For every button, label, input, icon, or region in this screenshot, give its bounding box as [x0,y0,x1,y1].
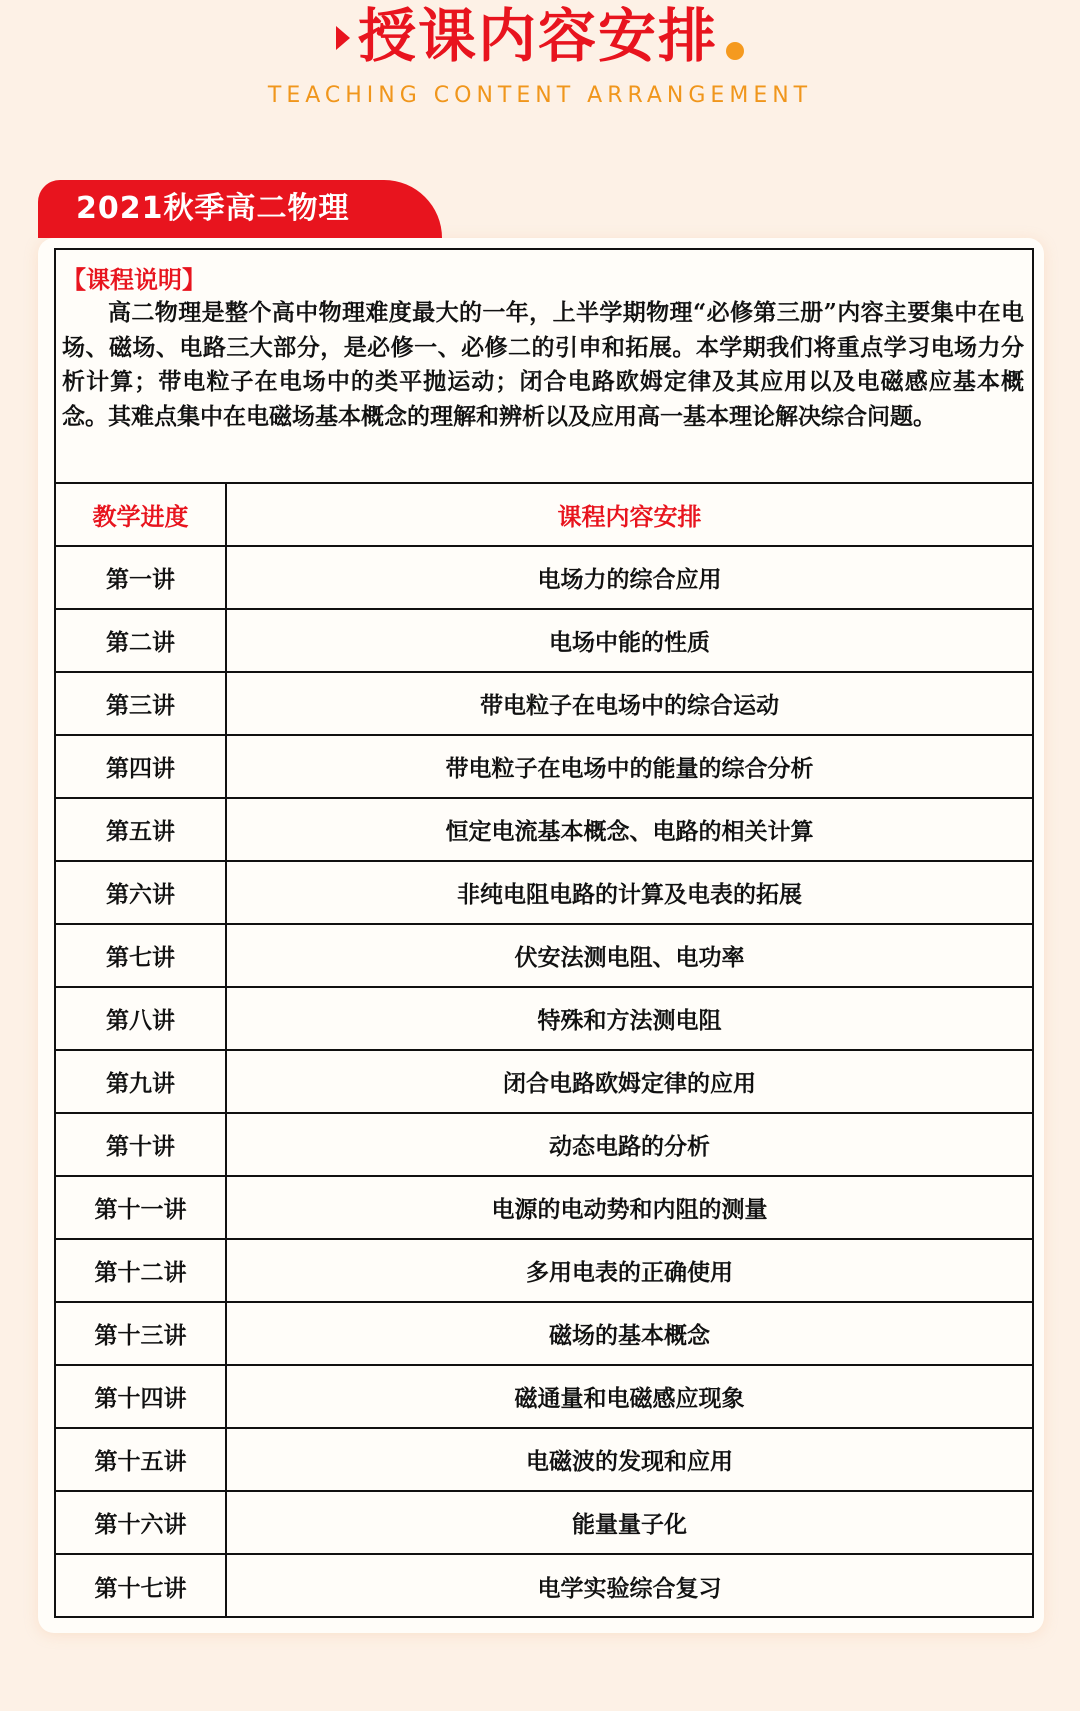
table-row [56,1555,1032,1618]
page-subtitle: TEACHING CONTENT ARRANGEMENT [267,83,813,108]
table-row [56,1492,1032,1555]
schedule-table [56,484,1032,1618]
lecture-content: 电磁波的发现和应用 [526,1448,733,1475]
course-description [56,250,1032,484]
lecture-content: 多用电表的正确使用 [526,1259,733,1286]
lecture-number: 第五讲 [56,799,227,860]
lecture-number: 第六讲 [56,862,227,923]
lecture-number: 第十四讲 [56,1366,227,1427]
column-header-progress: 教学进度 [56,484,227,545]
lecture-number: 第十五讲 [56,1429,227,1490]
table-row [56,547,1032,610]
table-row [56,673,1032,736]
lecture-content: 电学实验综合复习 [537,1575,722,1602]
lecture-number: 第十六讲 [56,1492,227,1553]
lecture-content: 能量量子化 [572,1511,687,1538]
table-row [56,925,1032,988]
lecture-content: 恒定电流基本概念、电路的相关计算 [445,818,814,845]
table-row [56,1303,1032,1366]
table-row [56,736,1032,799]
table-row [56,1177,1032,1240]
lecture-content: 伏安法测电阻、电功率 [514,944,745,971]
lecture-content: 电场力的综合应用 [537,566,722,593]
table-row [56,1366,1032,1429]
lecture-number: 第八讲 [56,988,227,1049]
dot-icon [726,42,744,60]
table-row [56,1429,1032,1492]
column-header-content: 课程内容安排 [557,502,702,531]
course-document [54,248,1034,1618]
lecture-number: 第二讲 [56,610,227,671]
title-row [0,0,1080,72]
lecture-number: 第十三讲 [56,1303,227,1364]
page-title: 授课内容安排 [357,2,718,70]
table-row [56,1114,1032,1177]
lecture-content: 电场中能的性质 [549,629,710,656]
lecture-number: 第四讲 [56,736,227,797]
lecture-number: 第十一讲 [56,1177,227,1238]
lecture-content: 动态电路的分析 [549,1133,710,1160]
table-row [56,862,1032,925]
lecture-content: 磁通量和电磁感应现象 [514,1385,745,1412]
lecture-number: 第九讲 [56,1051,227,1112]
lecture-content: 闭合电路欧姆定律的应用 [503,1070,756,1097]
table-row [56,610,1032,673]
lecture-content: 电源的电动势和内阻的测量 [491,1196,768,1223]
semester-tab: 2021秋季高二物理 [38,180,442,238]
triangle-marker-icon [336,26,350,50]
lecture-content: 带电粒子在电场中的能量的综合分析 [445,755,814,782]
lecture-number: 第十二讲 [56,1240,227,1301]
lecture-content: 非纯电阻电路的计算及电表的拓展 [457,881,802,908]
lecture-number: 第一讲 [56,547,227,608]
table-row [56,799,1032,862]
description-heading: 【课程说明】 [62,265,206,294]
table-row [56,1051,1032,1114]
table-row [56,988,1032,1051]
table-header-row [56,484,1032,547]
lecture-number: 第七讲 [56,925,227,986]
lecture-number: 第三讲 [56,673,227,734]
lecture-number: 第十七讲 [56,1555,227,1618]
table-row [56,1240,1032,1303]
lecture-content: 磁场的基本概念 [549,1322,710,1349]
lecture-content: 带电粒子在电场中的综合运动 [480,692,779,719]
lecture-number: 第十讲 [56,1114,227,1175]
description-body: 高二物理是整个高中物理难度最大的一年，上半学期物理“必修第三册”内容主要集中在电场、磁场、电路三大部分，是必修一、必修二的引申和拓展。本学期我们将重点学习电场力分析计算；带电粒子在电场中的类平抛运动；闭合电路欧姆定律及其应用以及电磁感应基本概念。其难点集中在电磁场基本概念的理解和辨析以及应用高一基本理论解决综合问题。 [62,299,1024,430]
page-header [0,0,1080,140]
lecture-content: 特殊和方法测电阻 [537,1007,722,1034]
